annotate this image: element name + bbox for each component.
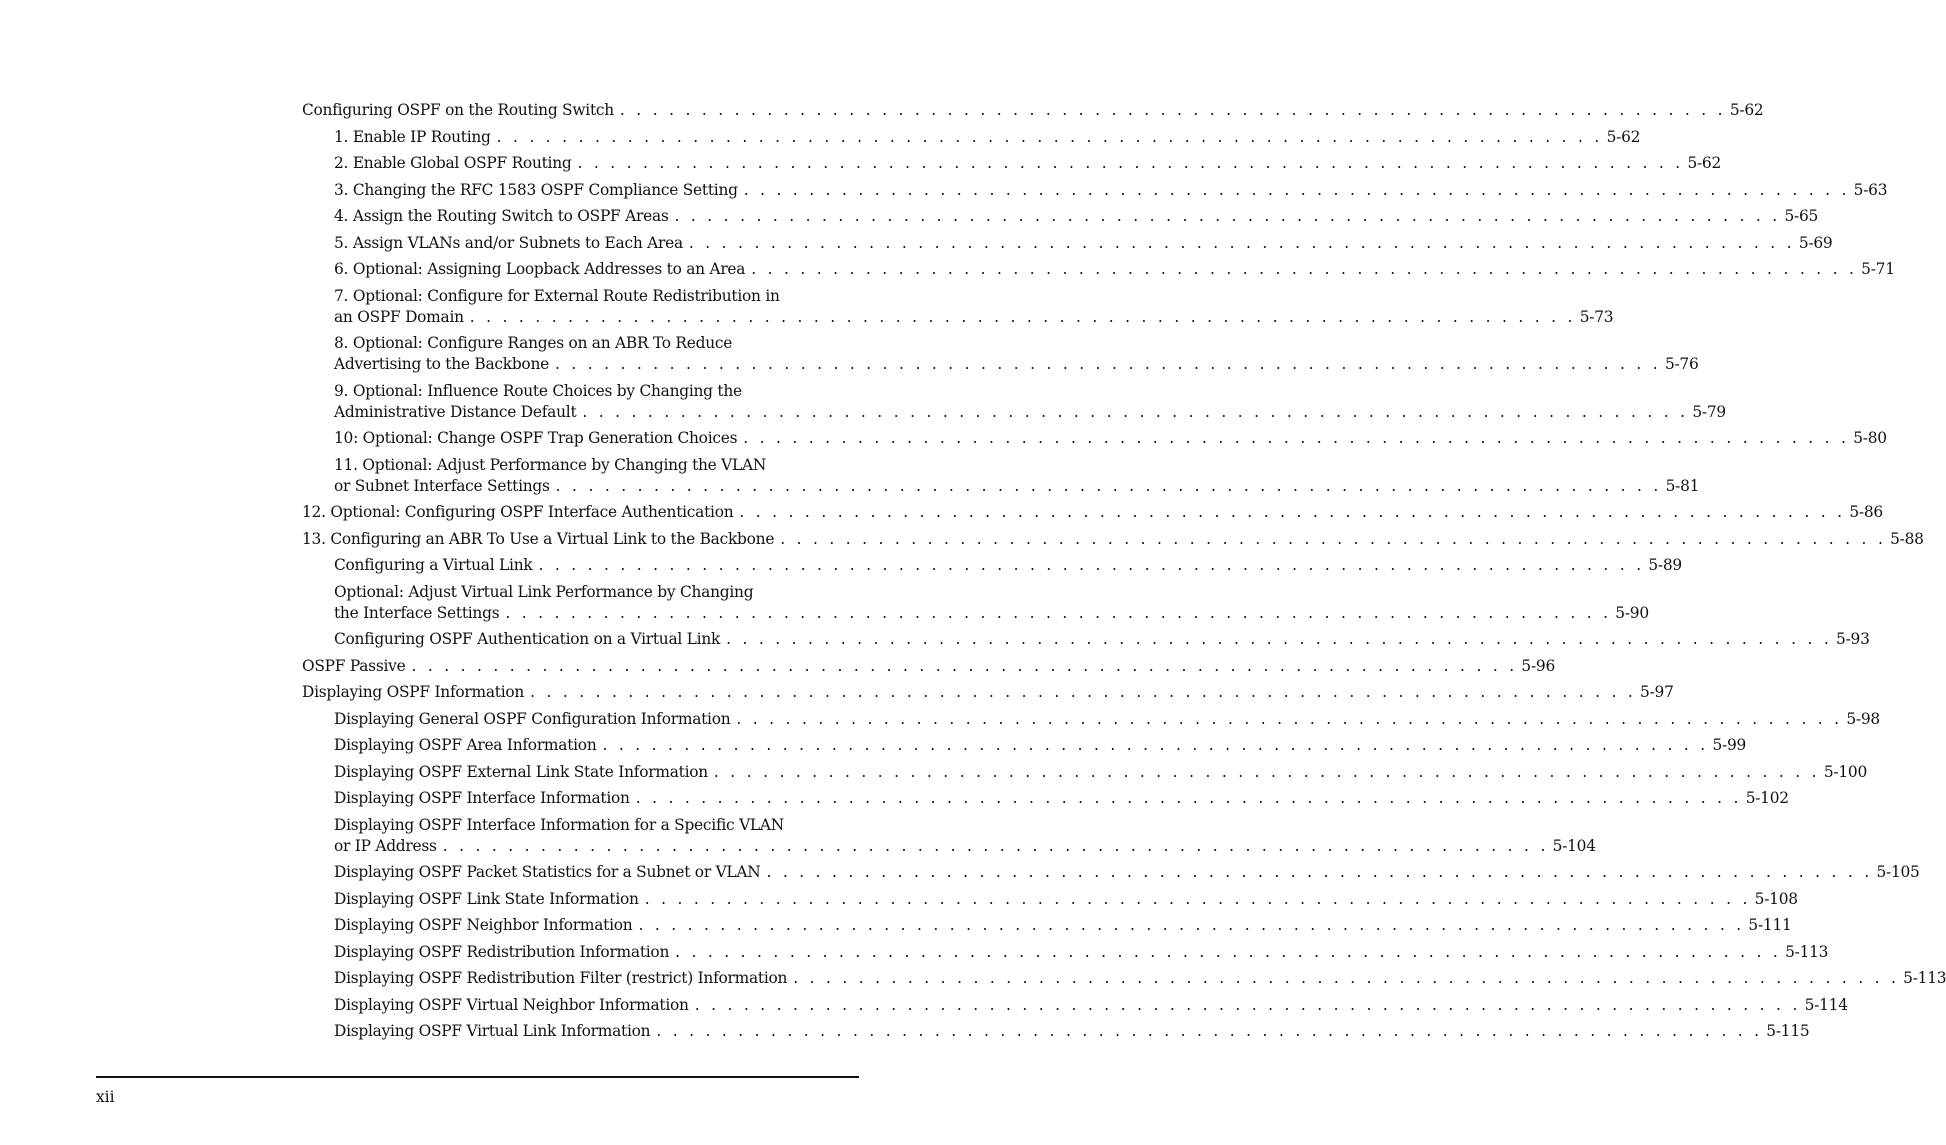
toc-entry-title: Displaying OSPF Virtual Neighbor Information (334, 995, 689, 1014)
toc-entry[interactable] (334, 735, 1747, 756)
toc-entry-title-line: 9. Optional: Influence Route Choices by Changing the (334, 381, 742, 400)
toc-entry-page-number: 5-71 (1861, 260, 1895, 278)
toc-entry-page-number: 5-105 (1876, 863, 1920, 881)
toc-entry[interactable] (334, 582, 1649, 624)
toc-entry[interactable] (334, 629, 1870, 650)
toc-entry-title: Displaying OSPF Neighbor Information (334, 916, 633, 934)
toc-entry-page-number: 5-111 (1748, 916, 1792, 934)
toc-entry[interactable] (334, 180, 1888, 201)
toc-entry-title-line: Optional: Adjust Virtual Link Performance by Changing (334, 582, 754, 601)
toc-entry-page-number: 5-86 (1849, 503, 1883, 521)
toc-entry-page-number: 5-88 (1890, 529, 1924, 548)
toc-entry-title: 12. Optional: Configuring OSPF Interface Authentication (302, 503, 734, 521)
dot-leader: . . . . . . . . . . . . . . . . . . . . . . . . . . . . . . . . . . . . . . . . . . . . . . . . . . . . . . . . . . . . . . . . . . . . (751, 260, 1858, 278)
toc-entry-title: Displaying OSPF Packet Statistics for a Subnet or VLAN (334, 863, 761, 881)
toc-entry-page-number: 5-97 (1640, 683, 1674, 701)
toc-entry[interactable] (334, 815, 1596, 857)
toc-entry-title: Configuring a Virtual Link (334, 556, 533, 574)
toc-entry[interactable] (334, 233, 1833, 254)
dot-leader: . . . . . . . . . . . . . . . . . . . . . . . . . . . . . . . . . . . . . . . . . . . . . . . . . . . . . . . . . . . . . . . . . . . . (688, 233, 1795, 252)
toc-entry[interactable] (334, 862, 1920, 883)
toc-entry-page-number: 5-65 (1784, 207, 1819, 225)
toc-entry-page-number: 5-102 (1745, 789, 1789, 807)
toc-entry[interactable] (302, 529, 1924, 550)
dot-leader: . . . . . . . . . . . . . . . . . . . . . . . . . . . . . . . . . . . . . . . . . . . . . . . . . . . . . . . . . . . . . . . . . . . . (582, 402, 1689, 421)
toc-entry-title-line: 11. Optional: Adjust Performance by Changing the VLAN (334, 455, 767, 474)
toc-entry[interactable] (334, 127, 1641, 148)
toc-entry-title: OSPF Passive (302, 656, 406, 675)
toc-entry-title: Displaying OSPF External Link State Information (334, 762, 708, 781)
dot-leader: . . . . . . . . . . . . . . . . . . . . . . . . . . . . . . . . . . . . . . . . . . . . . . . . . . . . . . . . . . . . . . . . . . . . (442, 836, 1549, 855)
dot-leader: . . . . . . . . . . . . . . . . . . . . . . . . . . . . . . . . . . . . . . . . . . . . . . . . . . . . . . . . . . . . . . . . . . . . (674, 207, 1781, 225)
dot-leader: . . . . . . . . . . . . . . . . . . . . . . . . . . . . . . . . . . . . . . . . . . . . . . . . . . . . . . . . . . . . . . . . . . . . (530, 683, 1637, 701)
dot-leader: . . . . . . . . . . . . . . . . . . . . . . . . . . . . . . . . . . . . . . . . . . . . . . . . . . . . . . . . . . . . . . . . . . . . (602, 736, 1709, 754)
toc-entry[interactable] (334, 709, 1880, 730)
toc-entry-title: Displaying OSPF Virtual Link Information (334, 1022, 651, 1040)
toc-entry-title: or Subnet Interface Settings (334, 476, 550, 495)
toc-entry[interactable] (334, 788, 1789, 809)
dot-leader: . . . . . . . . . . . . . . . . . . . . . . . . . . . . . . . . . . . . . . . . . . . . . . . . . . . . . . . . . . . . . . . . . . . . (505, 603, 1612, 622)
toc-entry[interactable] (334, 915, 1792, 936)
dot-leader: . . . . . . . . . . . . . . . . . . . . . . . . . . . . . . . . . . . . . . . . . . . . . . . . . . . . . . . . . . . . . . . . . . . . (743, 180, 1850, 199)
toc-entry[interactable] (334, 428, 1887, 449)
toc-entry[interactable] (334, 259, 1895, 280)
toc-entry-page-number: 5-76 (1664, 355, 1699, 373)
toc-entry-page-number: 5-104 (1552, 836, 1596, 855)
toc-entry[interactable] (334, 968, 1946, 989)
dot-leader: . . . . . . . . . . . . . . . . . . . . . . . . . . . . . . . . . . . . . . . . . . . . . . . . . . . . . . . . . . . . . . . . . . . . (675, 942, 1782, 961)
dot-leader: . . . . . . . . . . . . . . . . . . . . . . . . . . . . . . . . . . . . . . . . . . . . . . . . . . . . . . . . . . . . . . . . . . . . (766, 863, 1873, 881)
toc-entry-title: 3. Changing the RFC 1583 OSPF Compliance Setting (334, 180, 738, 199)
dot-leader: . . . . . . . . . . . . . . . . . . . . . . . . . . . . . . . . . . . . . . . . . . . . . . . . . . . . . . . . . . . . . . . . . . . . (411, 656, 1518, 675)
toc-entry[interactable] (334, 153, 1722, 174)
dot-leader: . . . . . . . . . . . . . . . . . . . . . . . . . . . . . . . . . . . . . . . . . . . . . . . . . . . . . . . . . . . . . . . . . . . . (739, 503, 1846, 521)
toc-entry-page-number: 5-62 (1687, 154, 1722, 172)
dot-leader: . . . . . . . . . . . . . . . . . . . . . . . . . . . . . . . . . . . . . . . . . . . . . . . . . . . . . . . . . . . . . . . . . . . . (638, 916, 1745, 934)
toc-entry-title: or IP Address (334, 836, 437, 855)
toc-entry[interactable] (334, 381, 1726, 423)
footer-divider (96, 1076, 859, 1078)
toc-entry-title: Displaying OSPF Redistribution Filter (restrict) Information (334, 969, 788, 987)
toc-entry-page-number: 5-80 (1853, 429, 1887, 447)
toc-entry[interactable] (334, 995, 1848, 1016)
toc-entry[interactable] (302, 656, 1555, 677)
toc-entry-title-line: 8. Optional: Configure Ranges on an ABR To Reduce (334, 334, 733, 352)
toc-entry-page-number: 5-89 (1648, 556, 1682, 574)
toc-entry-title: 4. Assign the Routing Switch to OSPF Areas (334, 207, 669, 225)
dot-leader: . . . . . . . . . . . . . . . . . . . . . . . . . . . . . . . . . . . . . . . . . . . . . . . . . . . . . . . . . . . . . . . . . . . . (743, 429, 1850, 447)
toc-entry-title: the Interface Settings (334, 603, 500, 622)
dot-leader: . . . . . . . . . . . . . . . . . . . . . . . . . . . . . . . . . . . . . . . . . . . . . . . . . . . . . . . . . . . . . . . . . . . . (469, 307, 1576, 326)
toc-entry-page-number: 5-108 (1754, 889, 1798, 908)
table-of-contents (302, 100, 1946, 1048)
toc-entry-page-number: 5-96 (1521, 656, 1555, 675)
dot-leader: . . . . . . . . . . . . . . . . . . . . . . . . . . . . . . . . . . . . . . . . . . . . . . . . . . . . . . . . . . . . . . . . . . . . (635, 789, 1742, 807)
toc-entry[interactable] (334, 333, 1699, 375)
toc-entry[interactable] (334, 286, 1614, 328)
dot-leader: . . . . . . . . . . . . . . . . . . . . . . . . . . . . . . . . . . . . . . . . . . . . . . . . . . . . . . . . . . . . . . . . . . . . (644, 889, 1751, 908)
toc-entry-title: Displaying OSPF Interface Information (334, 789, 630, 807)
toc-entry-page-number: 5-62 (1729, 101, 1764, 119)
toc-entry-title: 10: Optional: Change OSPF Trap Generation Choices (334, 429, 738, 447)
dot-leader: . . . . . . . . . . . . . . . . . . . . . . . . . . . . . . . . . . . . . . . . . . . . . . . . . . . . . . . . . . . . . . . . . . . . (656, 1022, 1763, 1040)
dot-leader: . . . . . . . . . . . . . . . . . . . . . . . . . . . . . . . . . . . . . . . . . . . . . . . . . . . . . . . . . . . . . . . . . . . . (496, 127, 1603, 146)
toc-entry[interactable] (302, 682, 1674, 703)
toc-entry-title: Displaying OSPF Redistribution Information (334, 942, 670, 961)
toc-entry-title: Administrative Distance Default (334, 402, 577, 421)
toc-entry-title: 6. Optional: Assigning Loopback Addresses to an Area (334, 260, 746, 278)
toc-entry[interactable] (334, 455, 1700, 497)
dot-leader: . . . . . . . . . . . . . . . . . . . . . . . . . . . . . . . . . . . . . . . . . . . . . . . . . . . . . . . . . . . . . . . . . . . . (577, 154, 1684, 172)
toc-entry-page-number: 5-98 (1846, 709, 1880, 728)
page-number: xii (96, 1088, 115, 1106)
toc-entry-page-number: 5-90 (1615, 603, 1649, 622)
toc-entry-title-line: 7. Optional: Configure for External Route Redistribution in (334, 286, 780, 305)
toc-entry-page-number: 5-113 (1903, 969, 1946, 987)
toc-entry-title: Configuring OSPF Authentication on a Virtual Link (334, 630, 721, 648)
toc-entry-page-number: 5-115 (1766, 1022, 1810, 1040)
toc-entry-page-number: 5-63 (1853, 180, 1888, 199)
toc-entry[interactable] (334, 206, 1819, 227)
dot-leader: . . . . . . . . . . . . . . . . . . . . . . . . . . . . . . . . . . . . . . . . . . . . . . . . . . . . . . . . . . . . . . . . . . . . (554, 355, 1661, 373)
toc-entry-page-number: 5-93 (1836, 630, 1870, 648)
toc-entry[interactable] (334, 942, 1829, 963)
toc-entry-title: Displaying OSPF Link State Information (334, 889, 639, 908)
toc-entry-title: 5. Assign VLANs and/or Subnets to Each Area (334, 233, 683, 252)
toc-entry-page-number: 5-81 (1665, 476, 1700, 495)
toc-entry-page-number: 5-73 (1579, 307, 1614, 326)
toc-entry-title: an OSPF Domain (334, 307, 464, 326)
dot-leader: . . . . . . . . . . . . . . . . . . . . . . . . . . . . . . . . . . . . . . . . . . . . . . . . . . . . . . . . . . . . . . . . . . . . (713, 762, 1820, 781)
toc-entry-page-number: 5-113 (1785, 942, 1829, 961)
dot-leader: . . . . . . . . . . . . . . . . . . . . . . . . . . . . . . . . . . . . . . . . . . . . . . . . . . . . . . . . . . . . . . . . . . . . (780, 529, 1887, 548)
dot-leader: . . . . . . . . . . . . . . . . . . . . . . . . . . . . . . . . . . . . . . . . . . . . . . . . . . . . . . . . . . . . . . . . . . . . (726, 630, 1833, 648)
dot-leader: . . . . . . . . . . . . . . . . . . . . . . . . . . . . . . . . . . . . . . . . . . . . . . . . . . . . . . . . . . . . . . . . . . . . (555, 476, 1662, 495)
toc-entry-title: 2. Enable Global OSPF Routing (334, 154, 572, 172)
toc-entry[interactable] (334, 555, 1682, 576)
toc-entry[interactable] (334, 1021, 1810, 1042)
dot-leader: . . . . . . . . . . . . . . . . . . . . . . . . . . . . . . . . . . . . . . . . . . . . . . . . . . . . . . . . . . . . . . . . . . . . (793, 969, 1900, 987)
toc-entry[interactable] (334, 889, 1798, 910)
toc-entry-page-number: 5-99 (1712, 736, 1747, 754)
dot-leader: . . . . . . . . . . . . . . . . . . . . . . . . . . . . . . . . . . . . . . . . . . . . . . . . . . . . . . . . . . . . . . . . . . . . (538, 556, 1645, 574)
toc-entry[interactable] (302, 100, 1764, 121)
toc-entry-title: Configuring OSPF on the Routing Switch (302, 101, 614, 119)
toc-entry-title: Advertising to the Backbone (334, 355, 549, 373)
toc-entry-page-number: 5-114 (1804, 995, 1848, 1014)
dot-leader: . . . . . . . . . . . . . . . . . . . . . . . . . . . . . . . . . . . . . . . . . . . . . . . . . . . . . . . . . . . . . . . . . . . . (619, 101, 1726, 119)
toc-entry-title-line: Displaying OSPF Interface Information for a Specific VLAN (334, 815, 784, 834)
toc-entry-page-number: 5-62 (1606, 127, 1641, 146)
toc-entry-page-number: 5-69 (1798, 233, 1833, 252)
toc-entry-title: 1. Enable IP Routing (334, 127, 491, 146)
dot-leader: . . . . . . . . . . . . . . . . . . . . . . . . . . . . . . . . . . . . . . . . . . . . . . . . . . . . . . . . . . . . . . . . . . . . (736, 709, 1843, 728)
toc-entry-title: Displaying OSPF Area Information (334, 736, 597, 754)
toc-entry-title: Displaying General OSPF Configuration Information (334, 709, 731, 728)
toc-entry-page-number: 5-79 (1692, 402, 1726, 421)
toc-entry-title: Displaying OSPF Information (302, 683, 525, 701)
toc-entry[interactable] (334, 762, 1867, 783)
toc-entry-page-number: 5-100 (1823, 762, 1867, 781)
dot-leader: . . . . . . . . . . . . . . . . . . . . . . . . . . . . . . . . . . . . . . . . . . . . . . . . . . . . . . . . . . . . . . . . . . . . (694, 995, 1801, 1014)
toc-entry[interactable] (302, 502, 1883, 523)
toc-entry-title: 13. Configuring an ABR To Use a Virtual Link to the Backbone (302, 529, 775, 548)
